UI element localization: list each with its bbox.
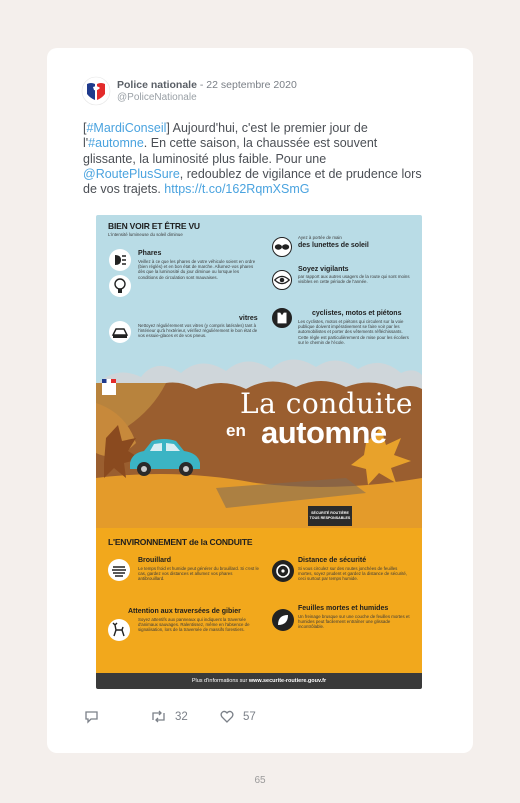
reply-button[interactable] bbox=[84, 710, 99, 724]
tweet-text-segment: ] Aujourd'hui, c'est le premier jour de l' bbox=[83, 121, 368, 151]
page-number: 65 bbox=[254, 775, 266, 786]
like-count: 57 bbox=[243, 710, 256, 723]
gibier-title: Attention aux traversées de gibier bbox=[128, 608, 241, 615]
author-separator: - bbox=[196, 79, 207, 91]
tweet-text-segment: . En cette saison, la chaussée est souvent glissante, la luminosité plus faible. Pour une bbox=[83, 136, 378, 166]
retweet-button[interactable] bbox=[150, 710, 188, 723]
deer-icon bbox=[108, 619, 130, 641]
vigilants-text: par rapport aux autres usagers de la route qui sont moins visibles en cette période de l'année. bbox=[298, 274, 410, 285]
vitres-text: Nettoyez régulièrement vos vitres (y compris latérales) tant à l'intérieur qu'à l'extérieur, vérifiez régulièrement le bon état de vos essuie-glaces et de vos pneus. bbox=[138, 323, 258, 339]
section-see-and-be-seen-title: BIEN VOIR ET ÊTRE VU bbox=[108, 221, 200, 231]
feuilles-text: Un freinage brusque sur une couche de feuilles mortes et humides peut facilement entraîner une glissade incontrôlable. bbox=[298, 614, 410, 630]
tweet-author-line bbox=[117, 79, 297, 91]
distance-title: Distance de sécurité bbox=[298, 557, 367, 564]
feuilles-title: Feuilles mortes et humides bbox=[298, 605, 389, 612]
author-name[interactable]: Police nationale bbox=[117, 79, 197, 91]
tweet-text-segment: [ bbox=[83, 121, 87, 135]
cyclistes-title: cyclistes, motos et piétons bbox=[312, 310, 402, 317]
republique-francaise-logo bbox=[102, 379, 116, 395]
headlight-icon bbox=[109, 249, 131, 271]
tweet-link[interactable]: #MardiConseil bbox=[86, 121, 167, 135]
tweet-link[interactable]: #automne bbox=[88, 136, 144, 151]
poster-environment-area bbox=[96, 525, 422, 673]
poster-title-en: en bbox=[226, 421, 246, 440]
lunettes-pre: Ayez à portée de main bbox=[298, 235, 342, 240]
car-illustration bbox=[124, 435, 204, 479]
tweet-actions bbox=[84, 710, 284, 726]
heart-icon bbox=[220, 710, 234, 723]
tweet-text bbox=[83, 121, 428, 197]
car-window-icon bbox=[109, 321, 131, 343]
like-button[interactable] bbox=[220, 710, 256, 723]
section-environment-title: L'ENVIRONNEMENT de la CONDUITE bbox=[108, 537, 253, 547]
retweet-count: 32 bbox=[175, 710, 188, 723]
retweet-icon bbox=[150, 710, 167, 723]
reply-icon bbox=[84, 710, 99, 724]
tweet-link[interactable]: @RoutePlusSure bbox=[83, 166, 180, 181]
vitres-title: vitres bbox=[239, 315, 258, 322]
gibier-text: Soyez attentifs aux panneaux qui indiquent la traversée d'animaux sauvages. Ralentissez, même en l'absence de signalisation, lors de la traversée de massifs forestiers. bbox=[138, 617, 250, 633]
tweet-text-segment: , redoublez de vigilance et de prudence lors de vos trajets. bbox=[83, 166, 422, 197]
steering-wheel-icon bbox=[272, 560, 294, 582]
fog-icon bbox=[108, 559, 130, 581]
reflective-vest-icon bbox=[272, 308, 292, 328]
phares-text: Veillez à ce que les phares de votre véhicule soient en ordre (bien réglés) et en bon état de marche. Allumez-vos phares dès que la luminosité du jour diminue ou lorsque les conditions de circulation sont mauvaises. bbox=[138, 259, 256, 280]
poster-title-line1: La conduite bbox=[240, 387, 413, 420]
tweet-date[interactable]: 22 septembre 2020 bbox=[206, 79, 297, 91]
cyclistes-text: Les cyclistes, motos et piétons qui circulent sur la voie publique doivent impérativement se faire voir par les automobilistes et porter des vêtements réfléchissants. Cette règle est particulièrement de mise pour les écoliers sur le chemin de l'école. bbox=[298, 319, 409, 345]
poster-title-line2: automne bbox=[261, 415, 387, 450]
phares-title: Phares bbox=[138, 250, 162, 257]
securite-routiere-badge: SÉCURITÉ ROUTIÈRE TOUS RESPONSABLES bbox=[308, 506, 352, 526]
tweet-link[interactable]: https://t.co/162RqmXSmG bbox=[164, 182, 310, 197]
lightbulb-icon bbox=[109, 275, 131, 297]
footer-pre: Plus d'informations sur bbox=[191, 678, 248, 684]
infographic-image[interactable] bbox=[96, 215, 422, 689]
sunglasses-icon bbox=[272, 237, 292, 257]
police-logo-avatar[interactable] bbox=[81, 76, 111, 106]
lunettes-title: des lunettes de soleil bbox=[298, 242, 369, 249]
brouillard-title: Brouillard bbox=[138, 557, 172, 564]
eye-icon bbox=[272, 270, 292, 290]
footer-url[interactable]: www.securite-routiere.gouv.fr bbox=[248, 678, 327, 684]
author-handle[interactable]: @PoliceNationale bbox=[117, 92, 197, 103]
brouillard-text: Le temps froid et humide peut générer du brouillard. Si c'est le cas, gardez vos distances et allumez vos phares antibrouillard. bbox=[138, 566, 259, 582]
distance-text: Si vous circulez sur des routes jonchées de feuilles mortes, soyez prudent et gardez la distance de sécurité, ceci surtout par temps humide. bbox=[298, 566, 408, 582]
section-see-subtitle: L'intensité lumineuse du soleil diminue bbox=[108, 232, 183, 237]
poster-footer bbox=[96, 673, 422, 689]
vigilants-title: Soyez vigilants bbox=[298, 266, 349, 273]
leaf-icon bbox=[272, 609, 294, 631]
